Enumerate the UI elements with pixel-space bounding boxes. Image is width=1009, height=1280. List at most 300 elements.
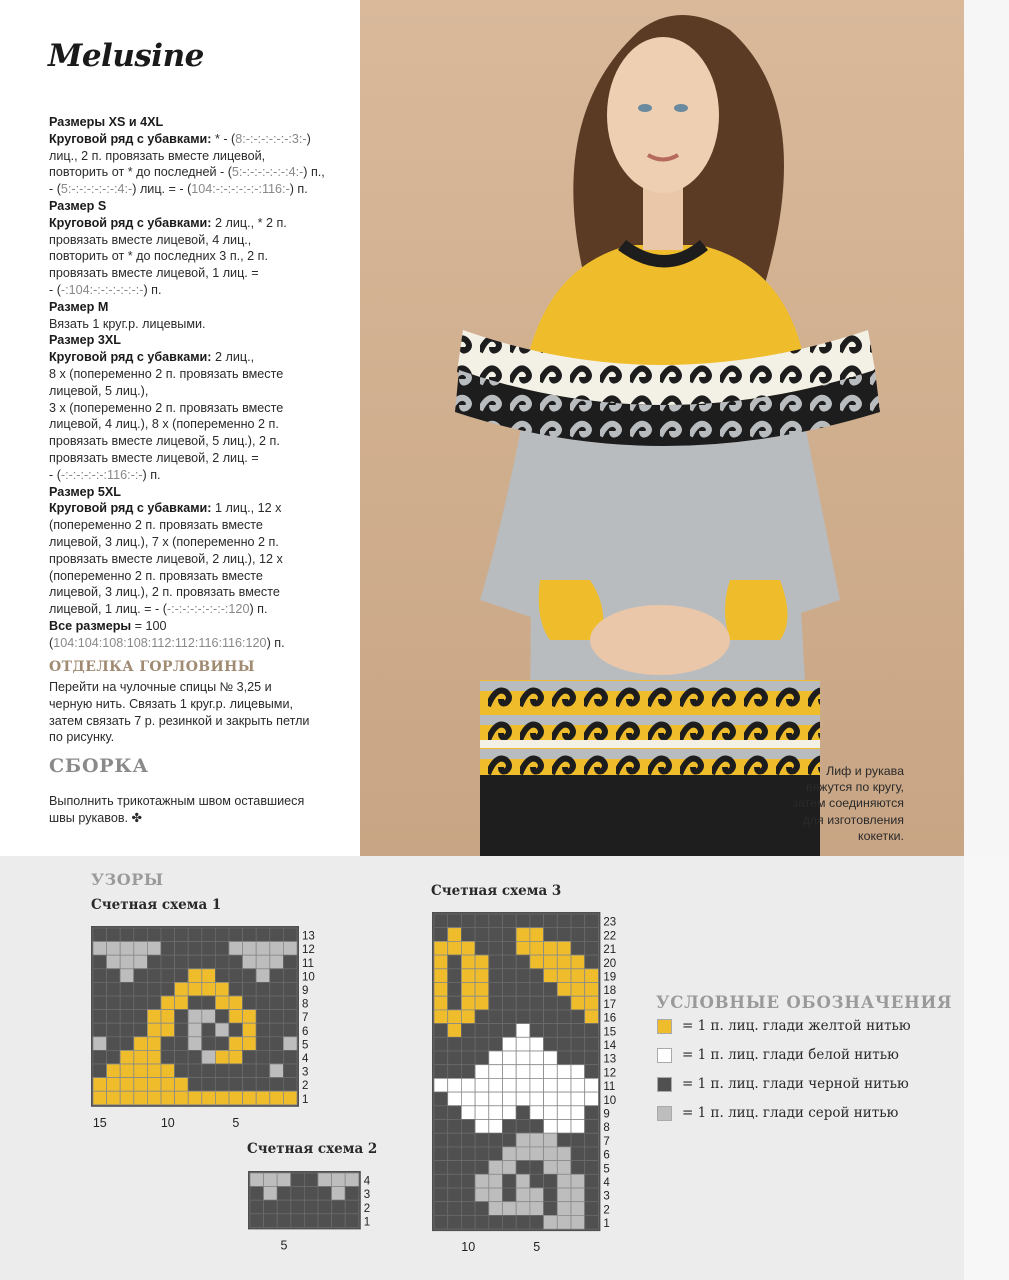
stitch-cell (489, 914, 503, 928)
stitch-cell (475, 1133, 489, 1147)
row-number-label: 4 (302, 1053, 309, 1065)
stitch-cell (461, 1024, 475, 1038)
stitch-cell (557, 1147, 571, 1161)
instruction-text: -:-:-:-:-:-:116:-:- (60, 467, 143, 482)
stitch-cell (557, 1202, 571, 1216)
instruction-line (49, 248, 349, 265)
stitch-cell (585, 1133, 599, 1147)
instruction-line (49, 198, 349, 215)
stitch-cell (448, 1133, 462, 1147)
stitch-cell (256, 1064, 270, 1078)
stitch-cell (530, 1078, 544, 1092)
stitch-cell (448, 1202, 462, 1216)
stitch-cell (516, 983, 530, 997)
stitch-cell (93, 1023, 107, 1037)
instruction-line (49, 416, 349, 433)
stitch-cell (215, 969, 229, 983)
stitch-cell (134, 996, 148, 1010)
stitch-cell (475, 1065, 489, 1079)
instruction-text: ) п. (142, 467, 161, 482)
assembly-line: швы рукавов. ✤ (49, 810, 143, 825)
stitch-cell (461, 1147, 475, 1161)
stitch-cell (120, 982, 134, 996)
neck-line: черную нить. Связать 1 круг.р. лицевыми, (49, 696, 293, 711)
stitch-cell (229, 955, 243, 969)
stitch-cell (161, 1010, 175, 1024)
stitch-cell (503, 941, 517, 955)
instruction-text: ) п., (303, 165, 325, 180)
row-number-label: 12 (603, 1067, 617, 1080)
stitch-cell (215, 982, 229, 996)
row-number-label: 15 (603, 1026, 617, 1039)
stitch-cell (571, 914, 585, 928)
instruction-text: -:-:-:-:-:-:-:-:120 (166, 602, 250, 617)
stitch-cell (571, 1106, 585, 1120)
stitch-cell (530, 955, 544, 969)
instruction-text: 104:104:108:108:112:112:116:116:120 (53, 635, 267, 650)
instruction-text: лицевой, 3 лиц.), 2 п. провязать вместе (49, 585, 280, 600)
stitch-cell (489, 1037, 503, 1051)
stitch-cell (93, 955, 107, 969)
stitch-cell (229, 1078, 243, 1092)
stitch-cell (461, 955, 475, 969)
stitch-cell (571, 1188, 585, 1202)
instruction-heading: Размер M (49, 299, 109, 314)
instruction-text: 2 лиц., * 2 п. (211, 215, 287, 230)
stitch-cell (120, 1023, 134, 1037)
instruction-line (49, 164, 349, 181)
stitch-cell (256, 1037, 270, 1051)
stitch-cell (448, 1174, 462, 1188)
stitch-cell (202, 942, 216, 956)
row-number-label: 8 (302, 998, 309, 1011)
stitch-cell (304, 1214, 318, 1228)
stitch-cell (243, 928, 257, 942)
row-number-label: 14 (603, 1040, 617, 1052)
stitch-cell (318, 1214, 332, 1228)
instruction-line (49, 618, 349, 635)
stitch-cell (161, 1078, 175, 1092)
stitch-cell (461, 1010, 475, 1024)
caption-line: кокетки. (858, 828, 904, 843)
stitch-cell (503, 1106, 517, 1120)
stitch-cell (250, 1187, 264, 1201)
stitch-cell (215, 1010, 229, 1024)
stitch-cell (530, 996, 544, 1010)
stitch-cell (475, 1188, 489, 1202)
stitch-cell (503, 1078, 517, 1092)
stitch-cell (448, 1065, 462, 1079)
stitch-cell (489, 969, 503, 983)
row-number-label: 17 (603, 998, 617, 1011)
stitch-cell (120, 1064, 134, 1078)
instruction-line (49, 332, 349, 349)
stitch-cell (530, 983, 544, 997)
instruction-text: = 100 (131, 618, 167, 633)
stitch-cell (270, 955, 284, 969)
stitch-cell (475, 1078, 489, 1092)
stitch-cell (585, 1024, 599, 1038)
stitch-cell (530, 1120, 544, 1134)
stitch-cell (434, 941, 448, 955)
stitch-cell (544, 1188, 558, 1202)
stitch-cell (283, 1050, 297, 1064)
stitch-cell (571, 1051, 585, 1065)
instruction-heading: Все размеры (49, 618, 132, 633)
stitch-cell (475, 955, 489, 969)
stitch-cell (557, 928, 571, 942)
instruction-text: лицевой, 5 лиц.), (49, 383, 149, 398)
stitch-cell (264, 1187, 278, 1201)
stitch-cell (503, 1133, 517, 1147)
stitch-cell (516, 1133, 530, 1147)
stitch-cell (585, 914, 599, 928)
model-photo (360, 0, 964, 856)
stitch-cell (489, 1174, 503, 1188)
stitch-cell (475, 1120, 489, 1134)
stitch-cell (434, 1161, 448, 1175)
instruction-line (49, 299, 349, 316)
stitch-cell (516, 1051, 530, 1065)
stitch-cell (202, 955, 216, 969)
stitch-cell (264, 1173, 278, 1187)
stitch-cell (434, 914, 448, 928)
legend-label: = 1 п. лиц. глади желтой нитью (682, 1018, 911, 1034)
row-number-label: 18 (603, 985, 617, 998)
stitch-cell (557, 1215, 571, 1229)
instructions-column (0, 0, 360, 856)
instruction-text: - ( (49, 182, 61, 197)
instruction-text: - ( (49, 467, 61, 482)
stitch-cell (434, 1174, 448, 1188)
stitch-cell (107, 955, 121, 969)
stitch-cell (134, 1091, 148, 1105)
stitch-cell (318, 1200, 332, 1214)
stitch-cell (448, 1010, 462, 1024)
instruction-text: - ( (49, 282, 61, 297)
stitch-cell (448, 1106, 462, 1120)
stitch-cell (489, 1161, 503, 1175)
stitch-cell (188, 955, 202, 969)
stitch-cell (332, 1187, 346, 1201)
stitch-cell (461, 1202, 475, 1216)
stitch-cell (489, 941, 503, 955)
instruction-heading: Размеры XS и 4XL (49, 115, 164, 129)
row-number-label: 7 (603, 1135, 610, 1148)
page-title: Melusine (48, 38, 204, 74)
stitch-cell (530, 1174, 544, 1188)
stitch-cell (530, 941, 544, 955)
stitch-cell (270, 1037, 284, 1051)
stitch-cell (503, 1092, 517, 1106)
instruction-heading: Круговой ряд с убавками: (49, 501, 212, 516)
stitch-cell (283, 1064, 297, 1078)
instruction-text: провязать вместе лицевой, 5 лиц.), 2 п. (49, 434, 280, 449)
row-number-label: 13 (302, 930, 315, 943)
stitch-cell (530, 928, 544, 942)
stitch-cell (503, 1174, 517, 1188)
stitch-cell (229, 982, 243, 996)
stitch-cell (503, 1024, 517, 1038)
stitch-cell (256, 969, 270, 983)
stitch-cell (270, 1023, 284, 1037)
stitch-cell (571, 1092, 585, 1106)
stitch-cell (202, 982, 216, 996)
stitch-cell (557, 1010, 571, 1024)
stitch-cell (489, 1202, 503, 1216)
stitch-cell (120, 928, 134, 942)
stitch-cell (283, 996, 297, 1010)
stitch-cell (93, 1078, 107, 1092)
stitch-cell (557, 1120, 571, 1134)
instruction-text: лицевой, 1 лиц. = - ( (49, 602, 167, 617)
stitch-cell (557, 1106, 571, 1120)
stitch-cell (585, 928, 599, 942)
stitch-cell (243, 1010, 257, 1024)
stitch-cell (503, 1147, 517, 1161)
chart2-label: Счетная схема 2 (247, 1141, 378, 1157)
stitch-cell (448, 1215, 462, 1229)
caption-line: для изготовления (802, 812, 904, 827)
stitch-cell (202, 969, 216, 983)
stitch-cell (175, 928, 189, 942)
stitch-cell (544, 1024, 558, 1038)
stitch-cell (571, 1202, 585, 1216)
stitch-cell (256, 996, 270, 1010)
stitch-cell (503, 928, 517, 942)
instruction-text: провязать вместе лицевой, 2 лиц. = (49, 450, 259, 465)
stitch-cell (202, 928, 216, 942)
stitch-cell (544, 1078, 558, 1092)
stitch-cell (243, 1064, 257, 1078)
stitch-cell (134, 969, 148, 983)
stitch-cell (516, 1215, 530, 1229)
stitch-cell (530, 1161, 544, 1175)
row-number-label: 12 (302, 944, 315, 957)
stitch-cell (516, 1037, 530, 1051)
stitch-cell (93, 996, 107, 1010)
instruction-text: ) п. (249, 602, 268, 617)
row-number-label: 10 (302, 971, 315, 984)
stitch-cell (557, 1133, 571, 1147)
stitch-cell (93, 942, 107, 956)
stitch-cell (215, 928, 229, 942)
stitch-cell (229, 1010, 243, 1024)
stitch-cell (202, 1037, 216, 1051)
stitch-cell (120, 1091, 134, 1105)
stitch-cell (264, 1200, 278, 1214)
stitch-cell (107, 1023, 121, 1037)
instruction-text: ) п. (143, 282, 162, 297)
stitch-cell (571, 1215, 585, 1229)
stitch-cell (270, 996, 284, 1010)
stitch-cell (503, 996, 517, 1010)
stitch-cell (544, 1010, 558, 1024)
stitch-cell (503, 1188, 517, 1202)
stitch-cell (107, 996, 121, 1010)
instruction-text: 3 х (попеременно 2 п. провязать вместе (49, 400, 284, 415)
row-number-label: 2 (603, 1204, 610, 1217)
assembly-text (49, 793, 349, 827)
stitch-cell (229, 996, 243, 1010)
stitch-cell (147, 942, 161, 956)
stitch-cell (318, 1173, 332, 1187)
stitch-cell (503, 914, 517, 928)
instruction-line (49, 551, 349, 568)
neck-line: Перейти на чулочные спицы № 3,25 и (49, 680, 272, 694)
stitch-cell (503, 1215, 517, 1229)
stitch-cell (448, 1188, 462, 1202)
stitch-cell (291, 1173, 305, 1187)
stitch-cell (516, 1202, 530, 1216)
stitch-cell (516, 996, 530, 1010)
stitch-cell (516, 1010, 530, 1024)
stitch-cell (283, 1078, 297, 1092)
neck-line: по рисунку. (49, 730, 115, 745)
stitch-cell (434, 1078, 448, 1092)
instruction-line (49, 484, 349, 501)
stitch-cell (489, 1024, 503, 1038)
stitch-cell (215, 996, 229, 1010)
row-number-label: 3 (363, 1189, 371, 1202)
stitch-cell (530, 1065, 544, 1079)
stitch-cell (161, 996, 175, 1010)
stitch-cell (147, 1010, 161, 1024)
instruction-line (49, 349, 349, 366)
stitch-cell (544, 1133, 558, 1147)
column-number-label: 5 (280, 1238, 288, 1253)
stitch-cell (134, 955, 148, 969)
stitch-cell (120, 942, 134, 956)
instruction-line (49, 517, 349, 534)
instruction-line (49, 114, 349, 131)
stitch-cell (571, 941, 585, 955)
stitch-cell (434, 1215, 448, 1229)
stitch-cell (544, 1092, 558, 1106)
stitch-cell (229, 928, 243, 942)
stitch-cell (188, 1078, 202, 1092)
stitch-cell (120, 996, 134, 1010)
stitch-cell (585, 1106, 599, 1120)
stitch-cell (544, 983, 558, 997)
chart2-grid (242, 1167, 382, 1255)
instruction-text: (попеременно 2 п. провязать вместе (49, 568, 263, 583)
stitch-cell (188, 996, 202, 1010)
stitch-cell (461, 1078, 475, 1092)
stitch-cell (448, 1024, 462, 1038)
stitch-cell (461, 941, 475, 955)
column-number-label: 10 (461, 1240, 476, 1255)
stitch-cell (345, 1214, 359, 1228)
stitch-cell (516, 1161, 530, 1175)
stitch-cell (215, 1091, 229, 1105)
stitch-cell (107, 982, 121, 996)
stitch-cell (175, 1064, 189, 1078)
stitch-cell (585, 1188, 599, 1202)
stitch-cell (434, 1051, 448, 1065)
stitch-cell (434, 969, 448, 983)
instruction-text: 2 лиц., (211, 350, 255, 365)
stitch-cell (256, 982, 270, 996)
stitch-cell (557, 914, 571, 928)
stitch-cell (475, 1051, 489, 1065)
stitch-cell (270, 1091, 284, 1105)
stitch-cell (120, 1010, 134, 1024)
stitch-cell (283, 942, 297, 956)
stitch-cell (277, 1173, 291, 1187)
row-number-label: 3 (302, 1066, 309, 1079)
stitch-cell (304, 1173, 318, 1187)
stitch-cell (434, 1120, 448, 1134)
neck-heading: ОТДЕЛКА ГОРЛОВИНЫ (49, 659, 255, 675)
row-number-label: 9 (302, 985, 309, 997)
stitch-cell (434, 1106, 448, 1120)
stitch-cell (489, 1120, 503, 1134)
instruction-text: ) (306, 131, 311, 146)
row-number-label: 4 (603, 1177, 610, 1189)
stitch-cell (250, 1173, 264, 1187)
stitch-cell (134, 1037, 148, 1051)
stitch-cell (270, 1050, 284, 1064)
stitch-cell (215, 1023, 229, 1037)
stitch-cell (147, 1050, 161, 1064)
stitch-cell (134, 1010, 148, 1024)
stitch-cell (202, 1091, 216, 1105)
legend-item-gray (657, 1105, 898, 1121)
stitch-cell (585, 1161, 599, 1175)
stitch-cell (475, 914, 489, 928)
stitch-cell (557, 955, 571, 969)
stitch-cell (544, 996, 558, 1010)
row-number-label: 19 (603, 971, 617, 984)
instruction-line (49, 232, 349, 249)
stitch-cell (530, 1147, 544, 1161)
stitch-cell (107, 1037, 121, 1051)
legend-item-yellow (657, 1018, 911, 1034)
stitch-cell (93, 1037, 107, 1051)
instruction-line (49, 584, 349, 601)
row-number-label: 1 (302, 1093, 309, 1106)
row-number-label: 2 (302, 1080, 309, 1093)
row-number-label: 9 (603, 1108, 610, 1121)
stitch-cell (134, 1064, 148, 1078)
stitch-cell (147, 982, 161, 996)
stitch-cell (585, 1120, 599, 1134)
instruction-text: лицевой, 4 лиц.), 8 х (попеременно 2 п. (49, 417, 279, 432)
stitch-cell (93, 928, 107, 942)
stitch-cell (571, 1120, 585, 1134)
stitch-cell (461, 1120, 475, 1134)
stitch-cell (571, 983, 585, 997)
instruction-heading: Круговой ряд с убавками: (49, 215, 212, 230)
instruction-line (49, 467, 349, 484)
neck-text (49, 679, 349, 746)
stitch-cell (475, 1161, 489, 1175)
stitch-cell (516, 941, 530, 955)
stitch-cell (120, 955, 134, 969)
stitch-cell (489, 1215, 503, 1229)
legend-label: = 1 п. лиц. глади серой нитью (682, 1105, 899, 1121)
instruction-line (49, 181, 349, 198)
row-number-label: 23 (603, 916, 617, 929)
stitch-cell (270, 1010, 284, 1024)
row-number-label: 6 (302, 1025, 309, 1038)
chart1-grid (85, 923, 325, 1135)
stitch-cell (283, 982, 297, 996)
stitch-cell (175, 1091, 189, 1105)
stitch-cell (93, 1064, 107, 1078)
stitch-cell (448, 969, 462, 983)
